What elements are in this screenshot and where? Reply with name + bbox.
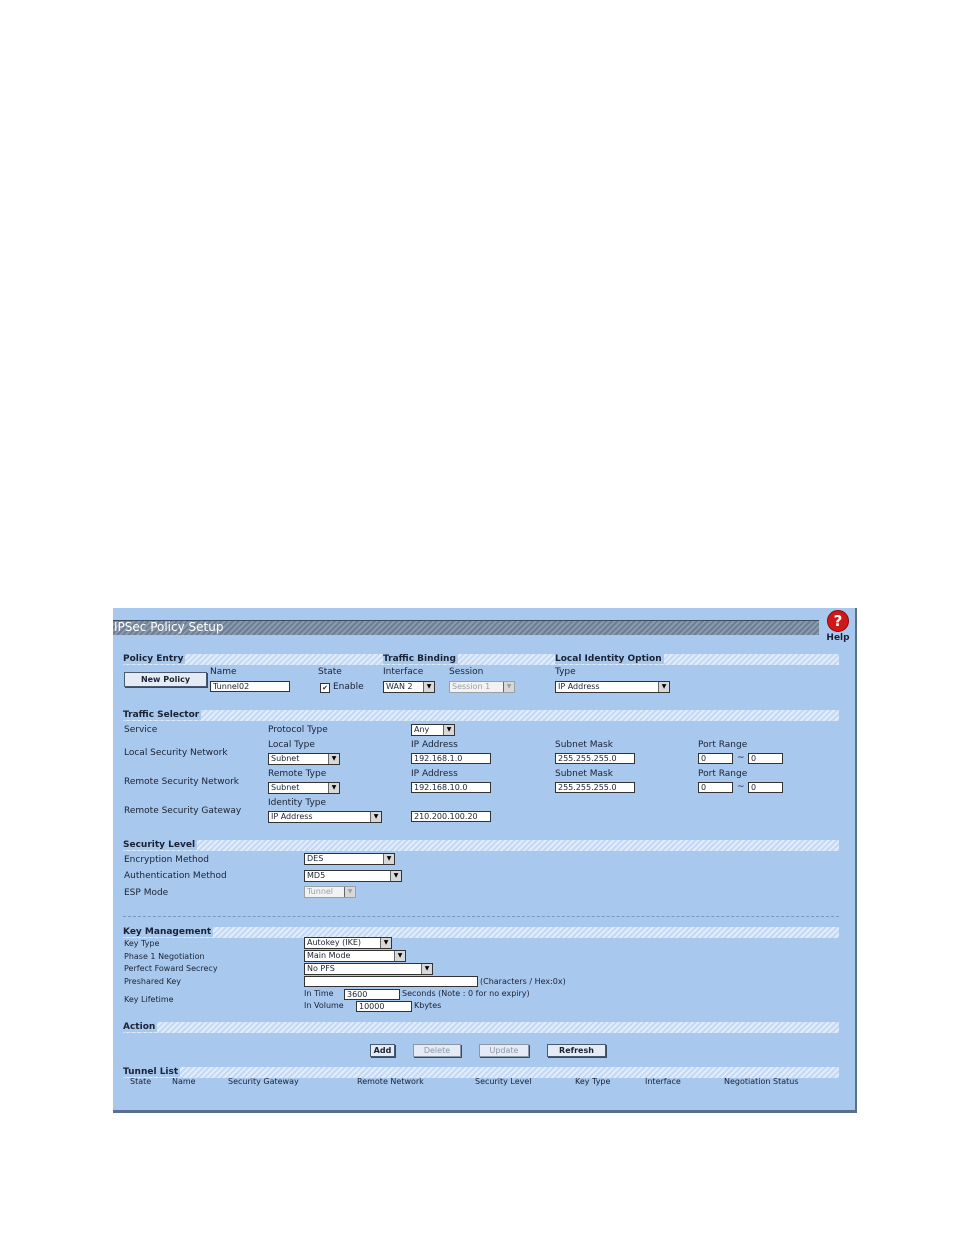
chevron-down-icon: ▼	[423, 682, 434, 692]
local-identity-type-select[interactable]	[555, 681, 670, 693]
authentication-select[interactable]	[304, 870, 402, 882]
state-label: State	[318, 667, 342, 677]
local-port-separator: ~	[737, 753, 745, 763]
local-ip-label: IP Address	[411, 740, 458, 750]
chevron-down-icon: ▼	[344, 887, 355, 897]
chevron-down-icon: ▼	[380, 938, 391, 948]
column-header-key-type: Key Type	[575, 1077, 611, 1086]
remote-mask-label: Subnet Mask	[555, 769, 613, 779]
gateway-identity-type-select[interactable]	[268, 811, 382, 823]
traffic-binding-heading: Traffic Binding	[383, 654, 456, 664]
help-icon[interactable]: ?	[827, 610, 849, 632]
protocol-type-label: Protocol Type	[268, 725, 328, 735]
encryption-select[interactable]	[304, 853, 395, 865]
section-action	[123, 1022, 839, 1033]
name-label: Name	[210, 667, 237, 677]
key-type-select[interactable]	[304, 937, 392, 949]
remote-port-separator: ~	[737, 782, 745, 792]
chevron-down-icon: ▼	[328, 754, 339, 764]
encryption-label: Encryption Method	[124, 855, 209, 865]
update-button: Update	[479, 1044, 529, 1057]
gateway-label: Remote Security Gateway	[124, 806, 242, 816]
column-header-negotiation-status: Negotiation Status	[724, 1077, 799, 1086]
preshared-label: Preshared Key	[124, 977, 182, 986]
enable-checkbox-row[interactable]	[320, 682, 364, 693]
refresh-button[interactable]: Refresh	[547, 1044, 606, 1057]
phase1-select[interactable]	[304, 950, 406, 962]
esp-mode-value: Tunnel	[307, 887, 334, 896]
pfs-label: Perfect Foward Secrecy	[124, 964, 218, 973]
enable-checkbox[interactable]: ✔	[320, 683, 330, 693]
protocol-type-value: Any	[414, 725, 430, 734]
in-volume-label: In Volume	[304, 1001, 344, 1010]
remote-ip-input[interactable]: 192.168.10.0	[411, 782, 491, 793]
protocol-type-select[interactable]	[411, 724, 455, 736]
local-type-value: Subnet	[271, 754, 300, 763]
traffic-selector-heading: Traffic Selector	[123, 710, 200, 720]
phase1-label: Phase 1 Negotiation	[124, 952, 205, 961]
chevron-down-icon: ▼	[443, 725, 454, 735]
help-button[interactable]	[823, 610, 853, 643]
session-value: Session 1	[452, 682, 491, 691]
local-port-to-input[interactable]: 0	[748, 753, 783, 764]
interface-value: WAN 2	[386, 682, 413, 691]
chevron-down-icon: ▼	[394, 951, 405, 961]
policy-entry-heading: Policy Entry	[123, 654, 184, 664]
gateway-identity-type-label: Identity Type	[268, 798, 327, 808]
remote-type-value: Subnet	[271, 783, 300, 792]
enable-label: Enable	[333, 682, 364, 692]
column-header-security-level: Security Level	[475, 1077, 532, 1086]
gateway-address-input[interactable]: 210.200.100.20	[411, 811, 491, 822]
chevron-down-icon: ▼	[503, 682, 514, 692]
preshared-key-input[interactable]	[304, 976, 478, 987]
authentication-value: MD5	[307, 871, 326, 880]
title-bar	[113, 620, 819, 635]
in-volume-unit: Kbytes	[414, 1001, 442, 1010]
interface-select[interactable]	[383, 681, 435, 693]
column-header-security-gateway: Security Gateway	[228, 1077, 299, 1086]
remote-type-label: Remote Type	[268, 769, 327, 779]
local-mask-label: Subnet Mask	[555, 740, 613, 750]
local-port-from-input[interactable]: 0	[698, 753, 733, 764]
esp-mode-select	[304, 886, 356, 898]
local-network-label: Local Security Network	[124, 748, 228, 758]
ipsec-policy-panel	[113, 608, 857, 1113]
help-label: Help	[826, 633, 850, 643]
remote-port-from-input[interactable]: 0	[698, 782, 733, 793]
section-key-management	[123, 927, 839, 938]
local-ip-input[interactable]: 192.168.1.0	[411, 753, 491, 764]
in-time-note: Seconds (Note : 0 for no expiry)	[402, 989, 530, 998]
lifetime-label: Key Lifetime	[124, 995, 174, 1004]
authentication-label: Authentication Method	[124, 871, 227, 881]
in-time-label: In Time	[304, 989, 334, 998]
key-management-heading: Key Management	[123, 927, 212, 937]
chevron-down-icon: ▼	[390, 871, 401, 881]
chevron-down-icon: ▼	[658, 682, 669, 692]
chevron-down-icon: ▼	[383, 854, 394, 864]
esp-mode-label: ESP Mode	[124, 888, 169, 898]
new-policy-button[interactable]: New Policy	[124, 672, 207, 687]
in-time-input[interactable]: 3600	[344, 989, 400, 1000]
session-label: Session	[449, 667, 484, 677]
section-traffic-binding	[383, 654, 555, 665]
section-local-identity	[555, 654, 839, 665]
chevron-down-icon: ▼	[328, 783, 339, 793]
add-button[interactable]: Add	[370, 1044, 395, 1057]
tunnel-list-heading: Tunnel List	[123, 1067, 179, 1077]
in-volume-input[interactable]: 10000	[356, 1001, 412, 1012]
local-type-select[interactable]	[268, 753, 340, 765]
local-port-label: Port Range	[698, 740, 748, 750]
local-type-label: Local Type	[268, 740, 315, 750]
preshared-hint: (Characters / Hex:0x)	[480, 977, 566, 986]
name-input[interactable]: Tunnel02	[210, 681, 290, 692]
remote-port-to-input[interactable]: 0	[748, 782, 783, 793]
action-heading: Action	[123, 1022, 156, 1032]
local-mask-input[interactable]: 255.255.255.0	[555, 753, 635, 764]
window-title: IPSec Policy Setup	[114, 620, 224, 634]
security-level-heading: Security Level	[123, 840, 196, 850]
column-header-name: Name	[172, 1077, 196, 1086]
identity-type-label: Type	[555, 667, 576, 677]
delete-button: Delete	[413, 1044, 461, 1057]
chevron-down-icon: ▼	[421, 964, 432, 974]
local-identity-heading: Local Identity Option	[555, 654, 662, 664]
remote-network-label: Remote Security Network	[124, 777, 239, 787]
phase1-value: Main Mode	[307, 951, 351, 960]
session-select	[449, 681, 515, 693]
pfs-value: No PFS	[307, 964, 335, 973]
encryption-value: DES	[307, 854, 324, 863]
service-label: Service	[124, 725, 158, 735]
section-security-level	[123, 840, 839, 851]
remote-port-label: Port Range	[698, 769, 748, 779]
column-header-remote-network: Remote Network	[357, 1077, 424, 1086]
interface-label: Interface	[383, 667, 424, 677]
section-traffic-selector	[123, 710, 839, 721]
column-header-state: State	[130, 1077, 152, 1086]
section-divider	[123, 916, 839, 917]
key-type-value: Autokey (IKE)	[307, 938, 362, 947]
local-identity-type-value: IP Address	[558, 682, 600, 691]
section-policy-entry	[123, 654, 383, 665]
remote-type-select[interactable]	[268, 782, 340, 794]
pfs-select[interactable]	[304, 963, 433, 975]
key-type-label: Key Type	[124, 939, 160, 948]
column-header-interface: Interface	[645, 1077, 681, 1086]
remote-ip-label: IP Address	[411, 769, 458, 779]
gateway-identity-type-value: IP Address	[271, 812, 313, 821]
chevron-down-icon: ▼	[370, 812, 381, 822]
remote-mask-input[interactable]: 255.255.255.0	[555, 782, 635, 793]
